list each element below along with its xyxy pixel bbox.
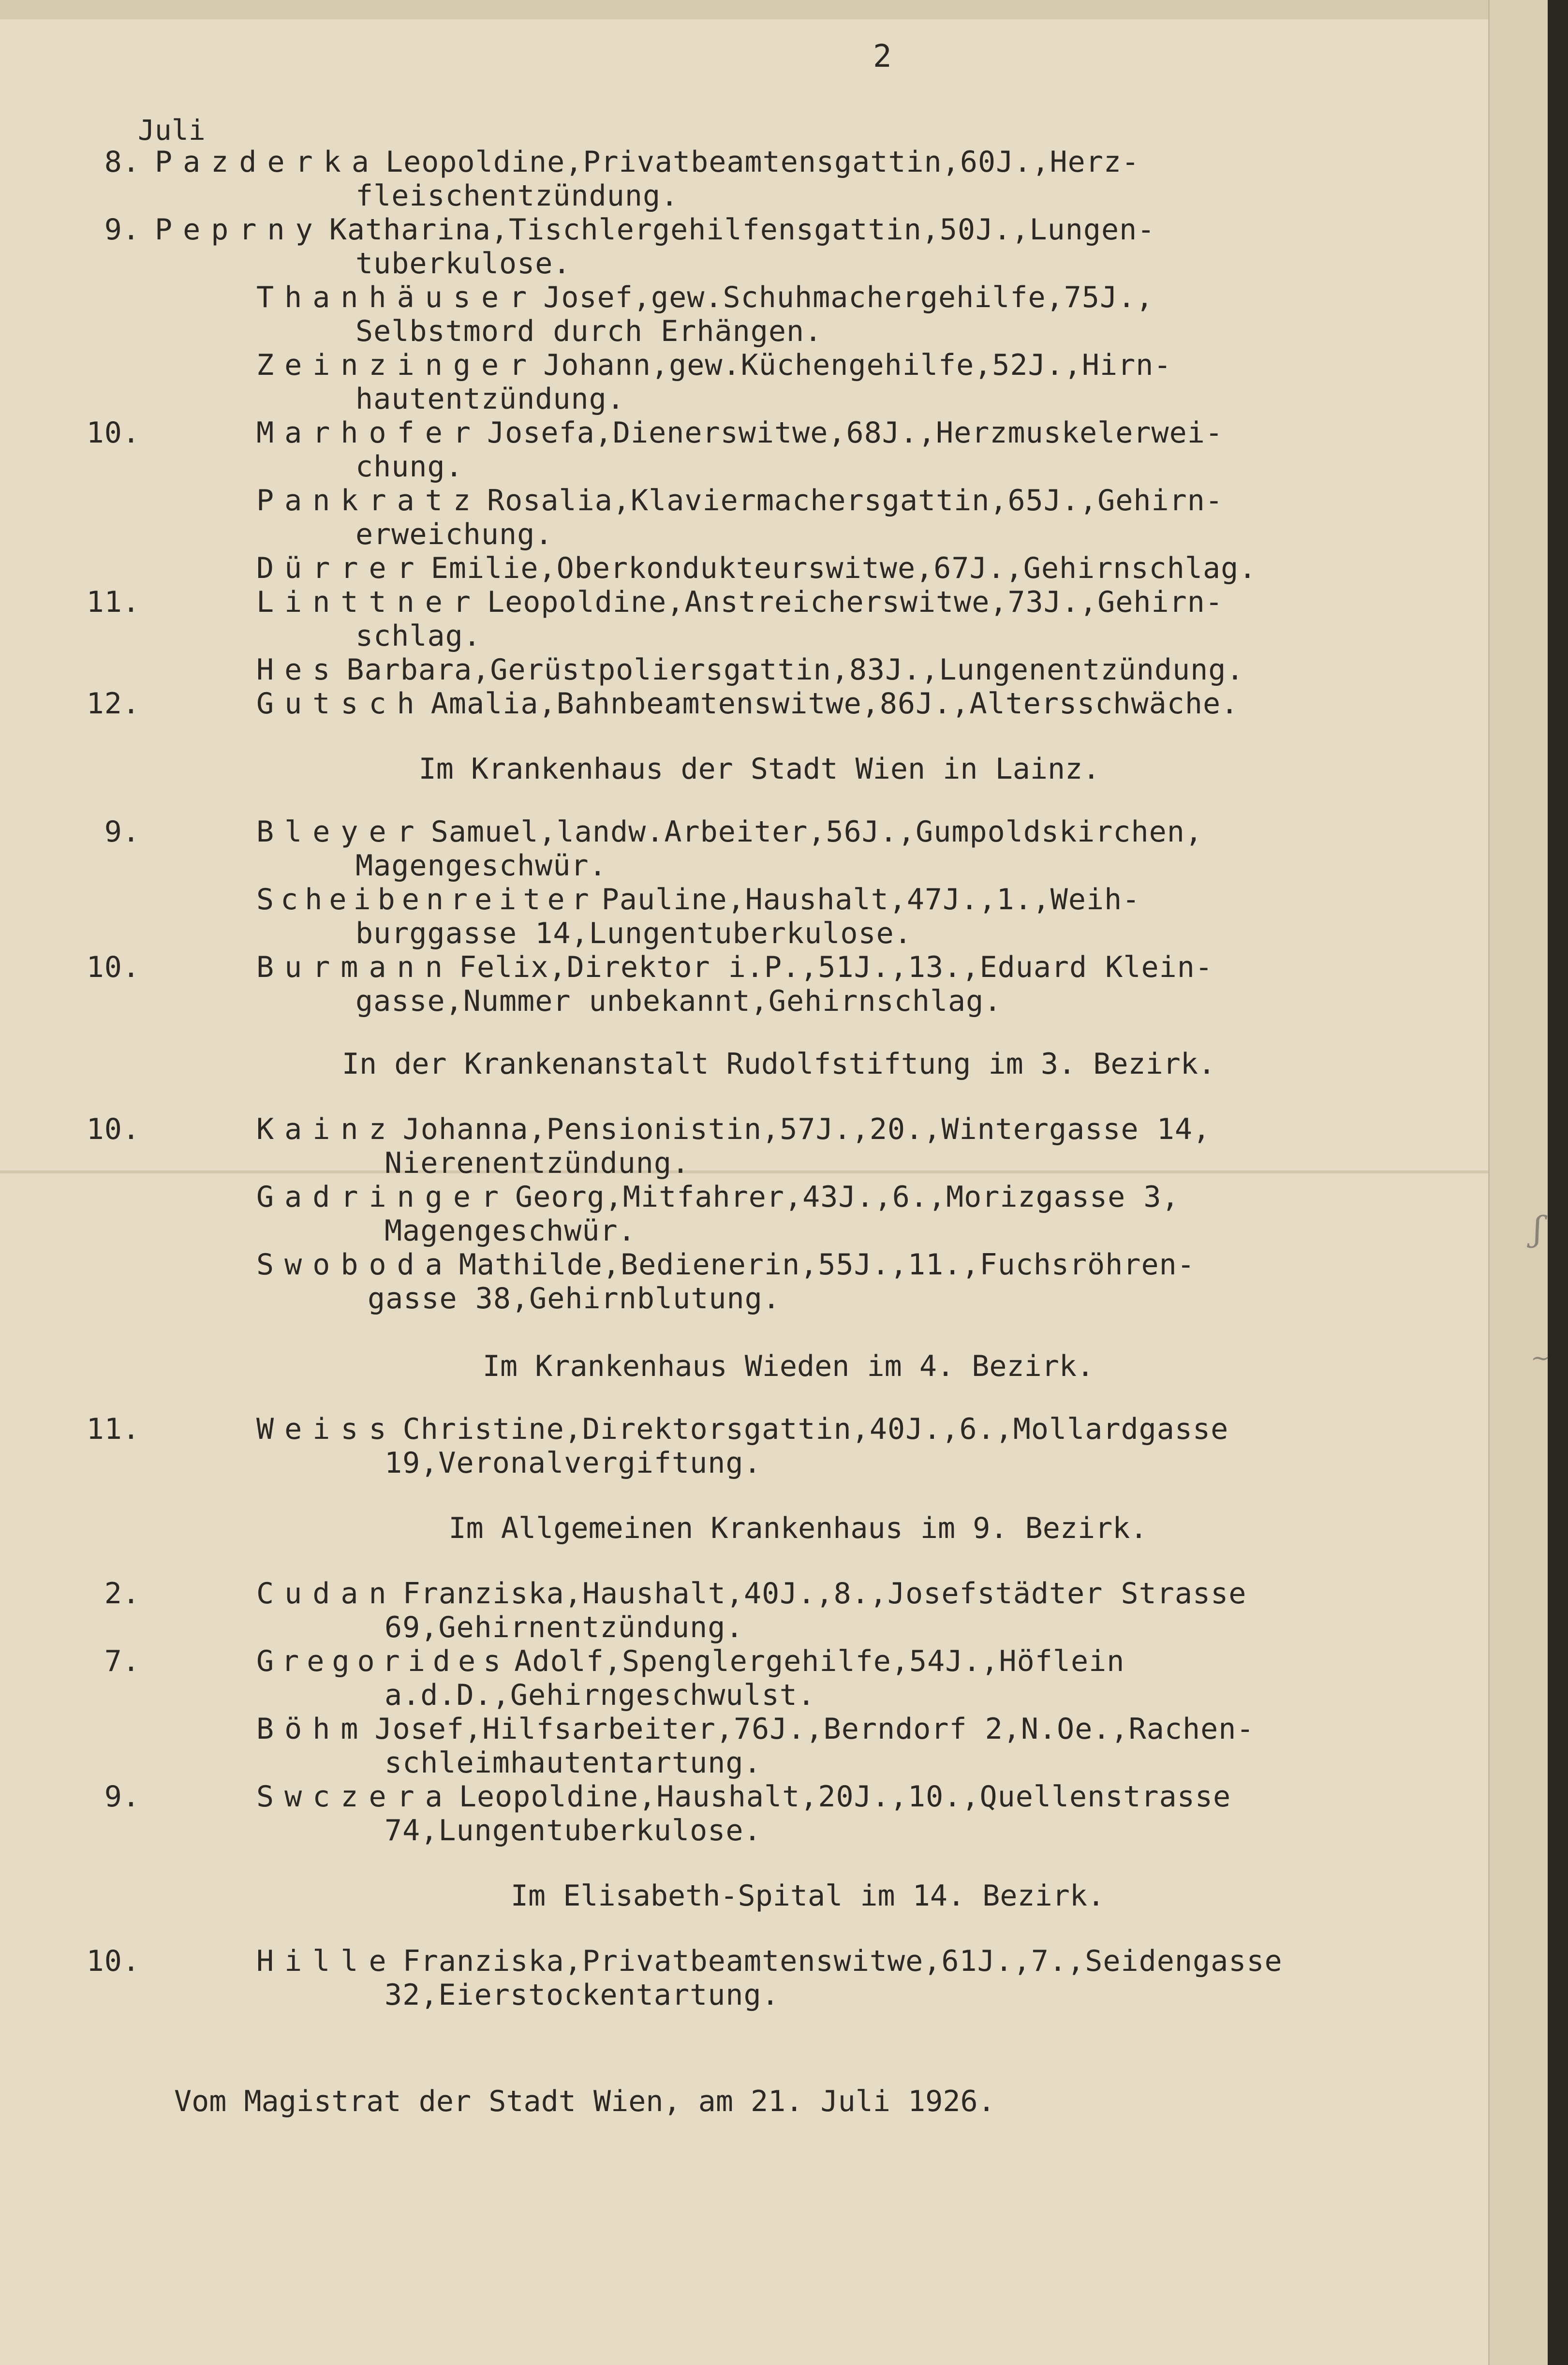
entry-continuation: 74,Lungentuberkulose. [385, 1814, 762, 1848]
entry-day: 10. [86, 950, 140, 984]
entry-continuation: gasse 38,Gehirnblutung. [368, 1282, 781, 1316]
hospital-heading: Im Krankenhaus der Stadt Wien in Lainz. [418, 752, 1100, 786]
entry-details: Franziska,Haushalt,40J.,8.,Josefstädter Strasse [402, 1577, 1247, 1611]
entry-details: Georg,Mitfahrer,43J.,6.,Morizgasse 3, [515, 1180, 1180, 1214]
entry-continuation: Selbstmord durch Erhängen. [355, 314, 823, 348]
magistrate-signature-line: Vom Magistrat der Stadt Wien, am 21. Juli 1926. [174, 2084, 995, 2118]
entry-day: 10. [86, 1112, 140, 1146]
entry-continuation: gasse,Nummer unbekannt,Gehirnschlag. [355, 984, 1002, 1018]
entry-surname: Scheibenreiter [256, 883, 596, 916]
entry-day: 9. [104, 815, 140, 849]
page-top-edge [0, 0, 1568, 19]
entry-continuation: 69,Gehirnentzündung. [385, 1611, 744, 1644]
entry-continuation: burggasse 14,Lungentuberkulose. [355, 916, 912, 950]
entry-continuation: Nierenentzündung. [385, 1146, 690, 1180]
entry-details: Barbara,Gerüstpoliersgattin,83J.,Lungenentzündung. [346, 653, 1244, 687]
entry-surname: Zeinzinger [256, 348, 538, 382]
entry-day: 9. [104, 213, 140, 247]
entry-details: Leopoldine,Anstreicherswitwe,73J.,Gehirn- [487, 585, 1224, 619]
entry-continuation: fleischentzündung. [355, 179, 679, 213]
entry-day: 10. [86, 1944, 140, 1978]
hospital-heading: Im Krankenhaus Wieden im 4. Bezirk. [482, 1349, 1095, 1383]
entry-continuation: Magengeschwür. [385, 1214, 636, 1248]
margin-handwriting-mark: ʃ [1533, 1209, 1543, 1249]
entry-continuation: tuberkulose. [355, 247, 571, 281]
entry-surname: Gadringer [256, 1180, 510, 1214]
entry-details: Christine,Direktorsgattin,40J.,6.,Mollardgasse [402, 1412, 1229, 1446]
entry-details: Josef,gew.Schuhmachergehilfe,75J., [543, 281, 1154, 314]
entry-surname: Swoboda [256, 1248, 453, 1282]
entry-surname: Dürrer [256, 551, 425, 585]
entry-continuation: 19,Veronalvergiftung. [385, 1446, 762, 1480]
entry-surname: Bleyer [256, 815, 425, 849]
entry-day: 9. [104, 1780, 140, 1814]
entry-continuation: schleimhautentartung. [385, 1746, 762, 1780]
month-label: Juli [138, 114, 206, 147]
entry-continuation: chung. [355, 450, 463, 484]
entry-surname: Weiss [256, 1412, 397, 1446]
hospital-heading: Im Allgemeinen Krankenhaus im 9. Bezirk. [448, 1511, 1148, 1545]
hospital-heading: In der Krankenanstalt Rudolfstiftung im 3. Bezirk. [341, 1047, 1216, 1081]
entry-details: Johann,gew.Küchengehilfe,52J.,Hirn- [543, 348, 1172, 382]
entry-details: Rosalia,Klaviermachersgattin,65J.,Gehirn- [487, 484, 1224, 517]
entry-day: 7. [104, 1644, 140, 1678]
book-spine [1548, 0, 1568, 2365]
entry-continuation: schlag. [355, 619, 481, 653]
entry-surname: Hes [256, 653, 341, 687]
entry-details: Leopoldine,Privatbeamtensgattin,60J.,Herz- [385, 145, 1140, 179]
entry-details: Samuel,landw.Arbeiter,56J.,Gumpoldskirchen, [430, 815, 1203, 849]
hospital-heading: Im Elisabeth-Spital im 14. Bezirk. [510, 1879, 1105, 1913]
entry-day: 8. [104, 145, 140, 179]
entry-details: Pauline,Haushalt,47J.,1.,Weih- [601, 883, 1140, 916]
entry-details: Amalia,Bahnbeamtenswitwe,86J.,Altersschwäche. [430, 687, 1239, 721]
entry-continuation: hautentzündung. [355, 382, 625, 416]
entry-surname: Burmann [256, 950, 453, 984]
entry-surname: Peprny [155, 213, 324, 247]
entry-details: Felix,Direktor i.P.,51J.,13.,Eduard Klein- [459, 950, 1213, 984]
entry-surname: Pankratz [256, 484, 481, 517]
entry-surname: Marhofer [256, 416, 481, 450]
adjacent-page-edge [1488, 0, 1551, 2365]
entry-details: Mathilde,Bedienerin,55J.,11.,Fuchsröhren- [459, 1248, 1195, 1282]
entry-surname: Gutsch [256, 687, 425, 721]
entry-details: Johanna,Pensionistin,57J.,20.,Wintergasse 14, [402, 1112, 1211, 1146]
entry-continuation: a.d.D.,Gehirngeschwulst. [385, 1678, 815, 1712]
entry-details: Josefa,Dienerswitwe,68J.,Herzmuskelerwei- [487, 416, 1224, 450]
margin-handwriting-mark: ~ [1531, 1345, 1551, 1372]
entry-details: Franziska,Privatbeamtenswitwe,61J.,7.,Seidengasse [402, 1944, 1283, 1978]
entry-continuation: Magengeschwür. [355, 849, 607, 883]
entry-surname: Böhm [256, 1712, 369, 1746]
entry-details: Josef,Hilfsarbeiter,76J.,Berndorf 2,N.Oe.,Rachen- [374, 1712, 1255, 1746]
entry-continuation: erweichung. [355, 517, 553, 551]
entry-day: 10. [86, 416, 140, 450]
entry-day: 11. [86, 1412, 140, 1446]
entry-details: Adolf,Spenglergehilfe,54J.,Höflein [514, 1644, 1125, 1678]
entry-surname: Thanhäuser [256, 281, 538, 314]
entry-surname: Hille [256, 1944, 397, 1978]
entry-continuation: 32,Eierstockentartung. [385, 1978, 780, 2012]
entry-surname: Gregorides [256, 1644, 509, 1678]
entry-details: Katharina,Tischlergehilfensgattin,50J.,Lungen- [329, 213, 1155, 247]
entry-details: Emilie,Oberkondukteurswitwe,67J.,Gehirnschlag. [430, 551, 1257, 585]
entry-details: Leopoldine,Haushalt,20J.,10.,Quellenstrasse [459, 1780, 1231, 1814]
page-number: 2 [873, 39, 892, 74]
page-fold [0, 1170, 1490, 1173]
entry-day: 2. [104, 1577, 140, 1611]
entry-day: 11. [86, 585, 140, 619]
entry-surname: Cudan [256, 1577, 397, 1611]
entry-surname: Kainz [256, 1112, 397, 1146]
entry-day: 12. [86, 687, 140, 721]
entry-surname: Pazderka [155, 145, 380, 179]
entry-surname: Swczera [256, 1780, 453, 1814]
entry-surname: Linttner [256, 585, 481, 619]
